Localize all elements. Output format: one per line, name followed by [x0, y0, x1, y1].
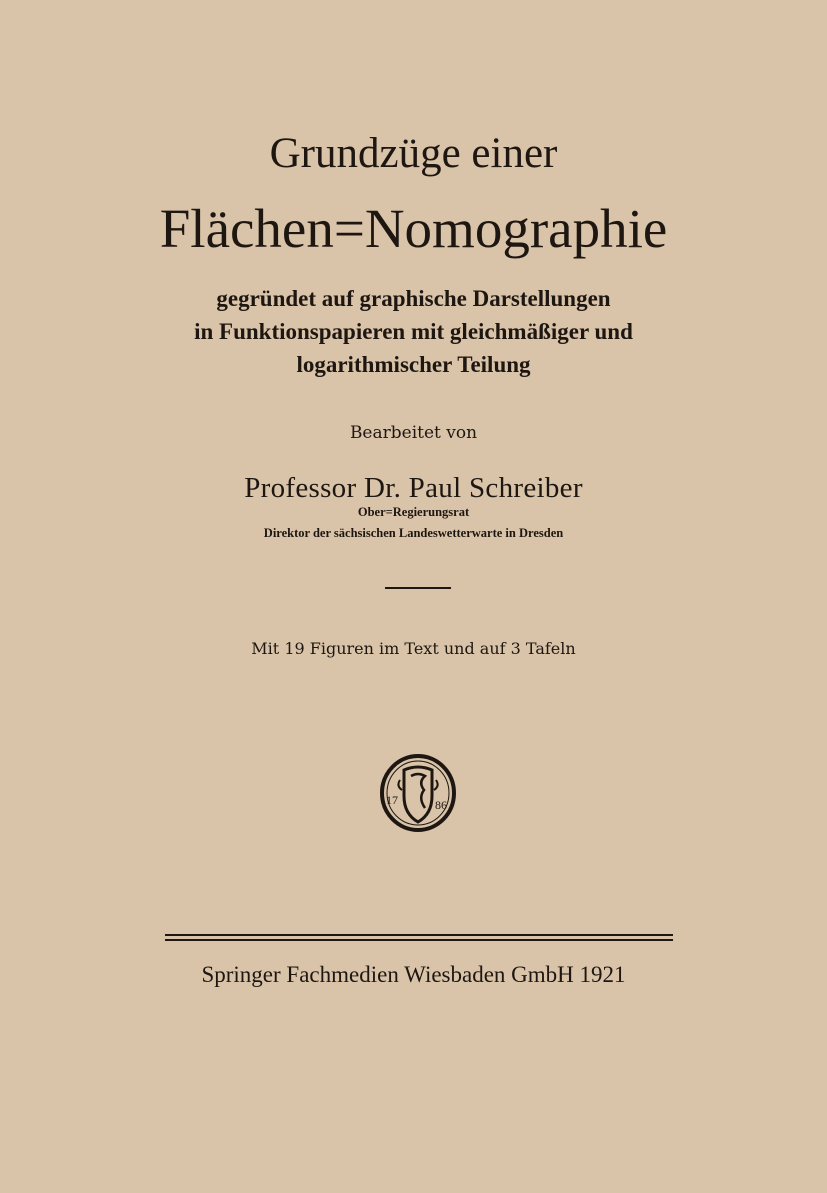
author-name: Professor Dr. Paul Schreiber — [244, 472, 583, 504]
title-line-2: Flächen=Nomographie — [159, 198, 668, 259]
subtitle-line: in Funktionspapieren mit gleichmäßiger und — [194, 319, 633, 344]
subtitle — [0, 282, 827, 381]
subtitle-line: gegründet auf graphische Darstellungen — [216, 286, 611, 311]
subtitle-line: logarithmischer Teilung — [296, 352, 531, 377]
springer-knight-logo-icon — [378, 752, 458, 834]
logo-text-right: 86 — [435, 798, 447, 812]
divider — [385, 587, 451, 589]
divider — [165, 934, 673, 936]
author-affiliation: Direktor der sächsischen Landeswetterwarte in Dresden — [263, 526, 564, 540]
author-role: Ober=Regierungsrat — [357, 505, 470, 519]
figures-note: Mit 19 Figuren im Text und auf 3 Tafeln — [251, 639, 576, 658]
divider — [165, 939, 673, 941]
title-line-1: Grundzüge einer — [269, 130, 558, 177]
byline: Bearbeitet von — [349, 423, 478, 443]
publisher-line: Springer Fachmedien Wiesbaden GmbH 1921 — [201, 962, 626, 987]
logo-text-left: 17 — [386, 793, 398, 807]
